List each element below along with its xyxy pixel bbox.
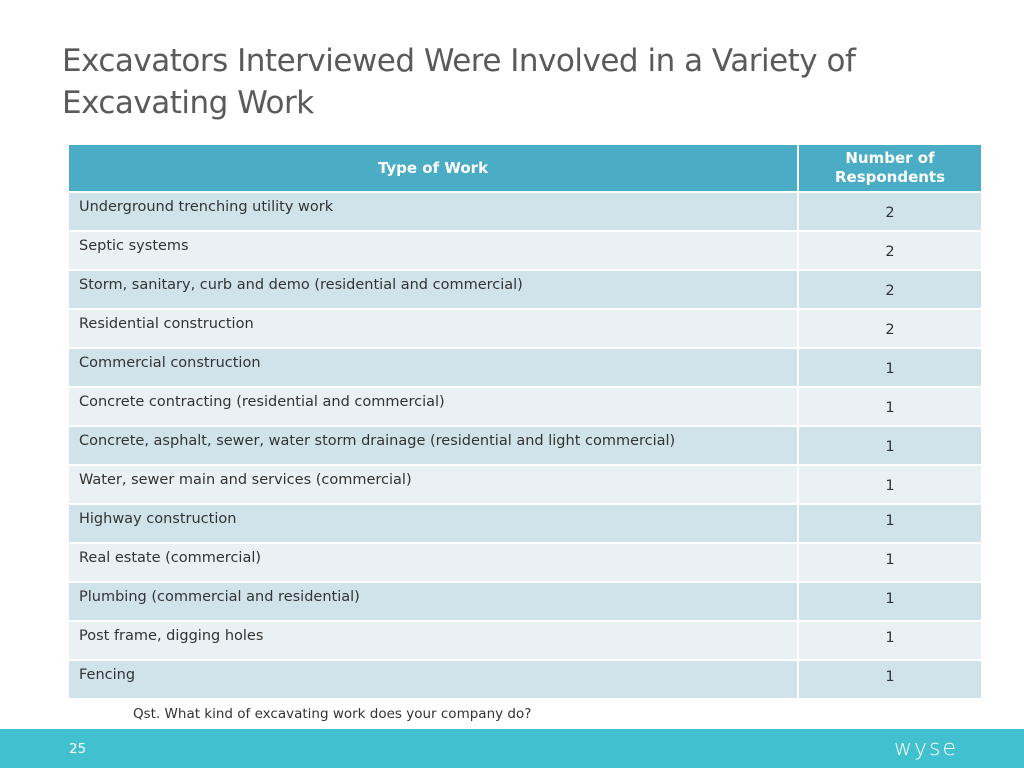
table-row [69,386,981,425]
respondent-count-cell: 1 [799,347,981,386]
table-row [69,191,981,230]
work-type-cell: Septic systems [69,230,799,269]
work-type-cell: Fencing [69,659,799,698]
respondent-count-cell: 1 [799,503,981,542]
work-type-cell: Concrete, asphalt, sewer, water storm drainage (residential and light commercial) [69,425,799,464]
respondent-count-cell: 1 [799,464,981,503]
work-type-cell: Plumbing (commercial and residential) [69,581,799,620]
table-row [69,503,981,542]
respondent-count-cell: 2 [799,308,981,347]
header-type-of-work: Type of Work [69,145,799,191]
wyse-logo: wyse [894,736,959,761]
work-type-cell: Real estate (commercial) [69,542,799,581]
work-type-cell: Underground trenching utility work [69,191,799,230]
slide-title: Excavators Interviewed Were Involved in a Variety of Excavating Work [62,43,856,121]
question-note: Qst. What kind of excavating work does your company do? [133,706,532,722]
table-header-row [69,145,981,191]
table-row [69,620,981,659]
table-row [69,542,981,581]
respondent-count-cell: 1 [799,659,981,698]
header-number-of-respondents [799,145,981,191]
table-row [69,230,981,269]
header-respondents-label: Number of Respondents [834,149,946,186]
respondent-count-cell: 2 [799,230,981,269]
work-type-cell: Water, sewer main and services (commercial) [69,464,799,503]
table-row [69,347,981,386]
respondent-count-cell: 1 [799,425,981,464]
respondent-count-cell: 2 [799,191,981,230]
work-type-cell: Storm, sanitary, curb and demo (residential and commercial) [69,269,799,308]
work-type-cell: Residential construction [69,308,799,347]
table-body [69,191,981,698]
work-type-cell: Concrete contracting (residential and commercial) [69,386,799,425]
work-type-cell: Commercial construction [69,347,799,386]
table-row [69,464,981,503]
work-type-cell: Post frame, digging holes [69,620,799,659]
respondent-count-cell: 1 [799,542,981,581]
respondent-count-cell: 2 [799,269,981,308]
table-row [69,308,981,347]
table-row [69,659,981,698]
table-row [69,269,981,308]
work-type-table [69,145,981,698]
table-row [69,425,981,464]
footer-bar [0,729,1024,768]
work-type-cell: Highway construction [69,503,799,542]
table-row [69,581,981,620]
respondent-count-cell: 1 [799,620,981,659]
respondent-count-cell: 1 [799,581,981,620]
page-number: 25 [69,741,87,757]
respondent-count-cell: 1 [799,386,981,425]
